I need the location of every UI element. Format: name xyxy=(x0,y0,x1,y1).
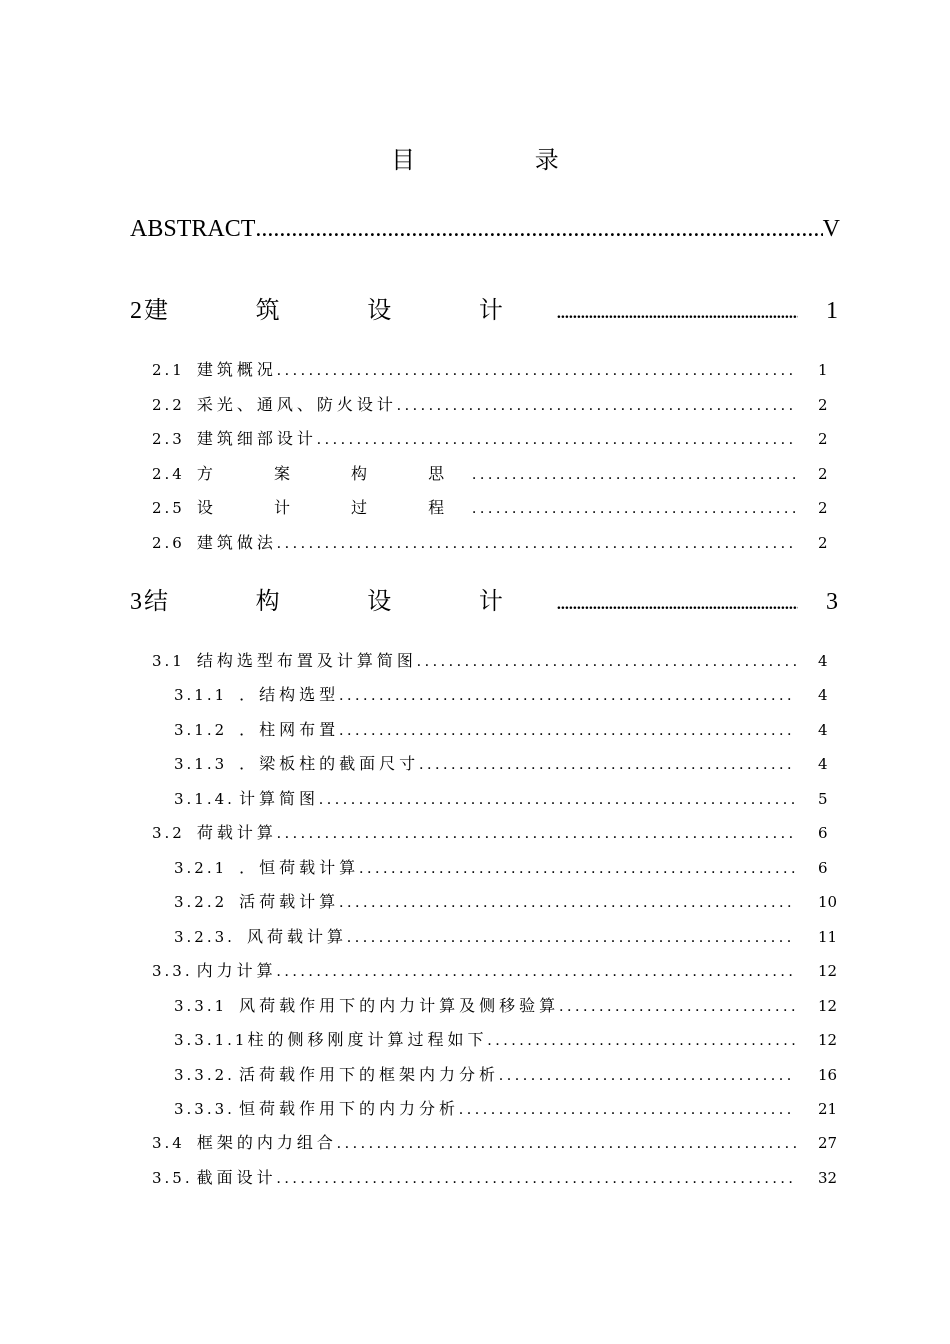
dot-leader xyxy=(255,216,822,243)
toc-section-number: 3.3. xyxy=(152,962,193,980)
dot-leader xyxy=(277,963,796,981)
dot-leader xyxy=(499,1067,796,1085)
toc-entry-3-3-2[interactable] xyxy=(174,1062,842,1085)
toc-section-title: 活荷载作用下的框架内力分析 xyxy=(238,1065,499,1084)
toc-chapter-number: 3 xyxy=(130,589,142,615)
dot-leader xyxy=(557,589,798,616)
toc-page-number: 16 xyxy=(818,1066,838,1084)
toc-page-number: V xyxy=(822,216,840,242)
toc-section-title: 建筑做法 xyxy=(196,533,277,552)
toc-entry-3-4[interactable] xyxy=(152,1130,842,1153)
toc-section-number: 2.4 xyxy=(152,465,185,483)
toc-entry-3-3-1[interactable] xyxy=(174,993,842,1016)
toc-page-number: 12 xyxy=(818,1031,838,1049)
toc-section-number: 2.5 xyxy=(152,499,185,517)
dot-leader xyxy=(419,756,796,774)
toc-section-number: 3.3.1 xyxy=(174,997,228,1015)
toc-entry-3-1-2[interactable] xyxy=(174,717,842,740)
toc-entry-abstract[interactable] xyxy=(130,216,840,243)
toc-page-number: 4 xyxy=(818,652,828,670)
toc-section-number: 3.2.2 xyxy=(174,893,228,911)
toc-chapter-number: 2 xyxy=(130,298,142,324)
toc-entry-3-1-3[interactable] xyxy=(174,751,842,774)
toc-page-number: 4 xyxy=(818,755,828,773)
toc-section-title: 建筑细部设计 xyxy=(196,429,317,448)
dot-leader xyxy=(339,687,796,705)
toc-page-number: 2 xyxy=(818,499,828,517)
toc-page-number: 6 xyxy=(818,824,828,842)
dot-leader xyxy=(337,1135,796,1153)
toc-page-number: 3 xyxy=(826,589,838,615)
toc-entry-3-2[interactable] xyxy=(152,820,842,843)
dot-leader xyxy=(359,860,796,878)
toc-entry-3-3[interactable] xyxy=(152,958,842,981)
toc-entry-3-1-1[interactable] xyxy=(174,682,842,705)
toc-section-number: 3.1.2 xyxy=(174,721,228,739)
toc-page-number: 21 xyxy=(818,1100,838,1118)
toc-section-title: 活荷载计算 xyxy=(239,892,340,911)
toc-section-title: 计算简图 xyxy=(238,789,319,808)
toc-section-number: 3.3.3. xyxy=(174,1100,235,1118)
toc-entry-2-6[interactable] xyxy=(152,530,842,553)
toc-section-number: 3.1 xyxy=(152,652,185,670)
dot-leader xyxy=(459,1101,796,1119)
toc-section-title: ．结构选型 xyxy=(239,685,340,704)
toc-page-number: 32 xyxy=(818,1169,838,1187)
toc-page-number: 6 xyxy=(818,859,828,877)
toc-page-number: 10 xyxy=(818,893,838,911)
toc-section-number: 2.1 xyxy=(152,361,185,379)
toc-entry-3-3-3[interactable] xyxy=(174,1096,842,1119)
toc-page-number: 4 xyxy=(818,686,828,704)
toc-section-title: ．梁板柱的截面尺寸 xyxy=(239,754,420,773)
toc-section-number: 3.2 xyxy=(152,824,185,842)
toc-section-title: 风荷载作用下的内力计算及侧移验算 xyxy=(239,996,560,1015)
toc-section-title: 建筑概况 xyxy=(196,360,277,379)
toc-section-number: 3.1.3 xyxy=(174,755,228,773)
toc-entry-2-5[interactable] xyxy=(152,495,842,518)
toc-entry-2-2[interactable] xyxy=(152,392,842,415)
toc-entry-2-4[interactable] xyxy=(152,461,842,484)
toc-entry-3-2-3[interactable] xyxy=(174,924,842,947)
toc-chapter-2[interactable] xyxy=(130,290,838,325)
toc-section-title: ．柱网布置 xyxy=(239,720,340,739)
toc-entry-3-1[interactable] xyxy=(152,648,842,671)
dot-leader xyxy=(277,362,796,380)
toc-section-number: 3.3.1.1 xyxy=(174,1031,248,1049)
toc-section-number: 2.3 xyxy=(152,430,185,448)
toc-section-title: 设 计 过 程 xyxy=(196,498,473,517)
dot-leader xyxy=(317,431,796,449)
toc-page-number: 4 xyxy=(818,721,828,739)
toc-section-title: 内力计算 xyxy=(196,961,277,980)
toc-section-number: 3.5. xyxy=(152,1169,193,1187)
toc-section-title: 荷载计算 xyxy=(196,823,277,842)
toc-chapter-title: 结 构 设 计 xyxy=(144,587,543,615)
dot-leader xyxy=(319,791,796,809)
toc-page-number: 12 xyxy=(818,997,838,1015)
toc-entry-3-5[interactable] xyxy=(152,1165,842,1188)
toc-page-number: 1 xyxy=(826,298,838,324)
toc-entry-title: ABSTRACT xyxy=(130,216,256,242)
toc-entry-3-1-4[interactable] xyxy=(174,786,842,809)
toc-entry-2-3[interactable] xyxy=(152,426,842,449)
toc-chapter-title: 建 筑 设 计 xyxy=(144,296,543,324)
toc-page-number: 2 xyxy=(818,430,828,448)
toc-entry-3-2-1[interactable] xyxy=(174,855,842,878)
toc-page-number: 2 xyxy=(818,465,828,483)
toc-section-title: 恒荷载作用下的内力分析 xyxy=(238,1099,459,1118)
toc-section-number: 3.1.1 xyxy=(174,686,228,704)
toc-page-number: 5 xyxy=(818,790,828,808)
toc-section-number: 2.2 xyxy=(152,396,185,414)
dot-leader xyxy=(472,466,796,484)
dot-leader xyxy=(559,998,796,1016)
toc-section-number: 3.4 xyxy=(152,1134,185,1152)
dot-leader xyxy=(397,397,796,415)
toc-page-number: 2 xyxy=(818,534,828,552)
page-title: 目 录 xyxy=(391,146,615,174)
toc-section-title: 结构选型布置及计算简图 xyxy=(196,651,417,670)
dot-leader xyxy=(277,535,796,553)
toc-chapter-3[interactable] xyxy=(130,581,838,616)
toc-section-title: ．恒荷载计算 xyxy=(239,858,360,877)
toc-section-number: 3.1.4. xyxy=(174,790,235,808)
toc-entry-3-2-2[interactable] xyxy=(174,889,842,912)
dot-leader xyxy=(339,722,796,740)
toc-page-number: 11 xyxy=(818,928,838,946)
toc-section-title: 风荷载计算 xyxy=(246,927,347,946)
toc-page-number: 1 xyxy=(818,361,828,379)
dot-leader xyxy=(557,298,798,325)
toc-section-title: 采光、通风、防火设计 xyxy=(196,395,397,414)
toc-section-number: 3.3.2. xyxy=(174,1066,235,1084)
toc-section-title: 截面设计 xyxy=(196,1168,277,1187)
dot-leader xyxy=(488,1032,797,1050)
dot-leader xyxy=(339,894,796,912)
dot-leader xyxy=(417,653,796,671)
toc-section-title: 方 案 构 思 xyxy=(196,464,473,483)
dot-leader xyxy=(277,825,796,843)
toc-page-number: 27 xyxy=(818,1134,838,1152)
toc-page-number: 12 xyxy=(818,962,838,980)
dot-leader xyxy=(472,500,796,518)
toc-entry-2-1[interactable] xyxy=(152,357,842,380)
toc-page-number: 2 xyxy=(818,396,828,414)
toc-section-number: 3.2.1 xyxy=(174,859,228,877)
toc-entry-3-3-1-1[interactable] xyxy=(174,1027,842,1050)
toc-section-title: 柱的侧移刚度计算过程如下 xyxy=(247,1030,488,1049)
dot-leader xyxy=(277,1170,796,1188)
toc-section-title: 框架的内力组合 xyxy=(196,1133,337,1152)
dot-leader xyxy=(347,929,796,947)
toc-section-number: 2.6 xyxy=(152,534,185,552)
toc-section-number: 3.2.3. xyxy=(174,928,235,946)
